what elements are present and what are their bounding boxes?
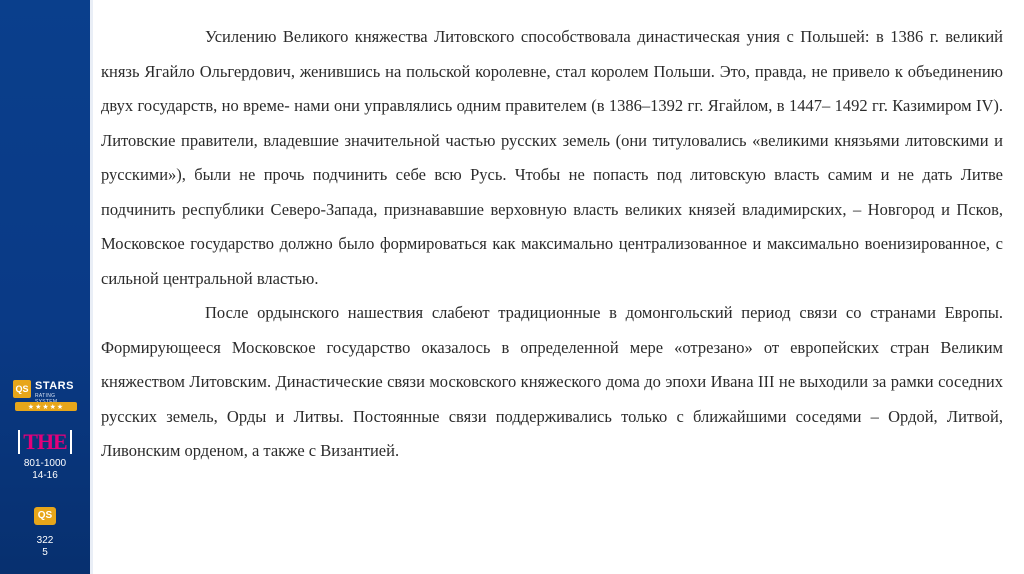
qs-rank-suffix: 5 (42, 547, 48, 558)
paragraph: Усилению Великого княжества Литовского способствовала династическая уния с Польшей: в 1386 г. великий князь Ягайло Ольгердович, женившись на польской королевне, стал королем Польши. Это, правда, не привело к объединению двух государств, но време- нами они управлялись одним правителем (в 1386–1392 гг. Ягайлом, в 1447– 1492 гг. Казимиром IV). Литовские правители, владевшие значительной частью русских земель (они титуловались «великими князьями литовскими и русскими»), были не прочь подчинить себе всю Русь. Чтобы не попасть под литовскую власть самим и не дать Литве подчинить республики Северо-Запада, признававшие верховную власть великих князей владимирских, – Новгород и Псков, Московское государство должно было формироваться как максимально централизованное и максимально военизированное, с сильной центральной властью. (101, 27, 1003, 288)
the-ranking-badge (0, 430, 90, 482)
sidebar (0, 0, 90, 574)
qs-logo: QS (34, 507, 56, 525)
qs-stars-mark: QS (13, 380, 31, 398)
paragraph: После ордынского нашествия слабеют традиционные в домонгольский период связи со странами Европы. Формирующееся Московское государство оказалось в определенной мере «отрезано» от европейских стран Великим княжеством Литовским. Династические связи московского княжеского дома до эпохи Ивана III не выходили за рамки соседних русских земель, Орды и Литвы. Постоянные связи поддерживались только с ближайшими соседями – Ордой, Литвой, Ливонским орденом, а также с Византией. (101, 303, 1003, 460)
sidebar-divider (90, 0, 93, 574)
document-body (101, 20, 1003, 469)
the-rank: 801-1000 (23, 458, 67, 469)
qs-stars-badge (13, 380, 77, 414)
qs-rank: 322 (36, 535, 54, 546)
the-years: 14-16 (32, 470, 58, 481)
stars-subtitle: RATING (35, 393, 56, 399)
the-logo: THE (18, 430, 71, 454)
stars-title: STARS (35, 380, 74, 392)
qs-ranking-badge (0, 505, 90, 559)
stars-rating-icon: ★★★★★ (15, 402, 77, 411)
